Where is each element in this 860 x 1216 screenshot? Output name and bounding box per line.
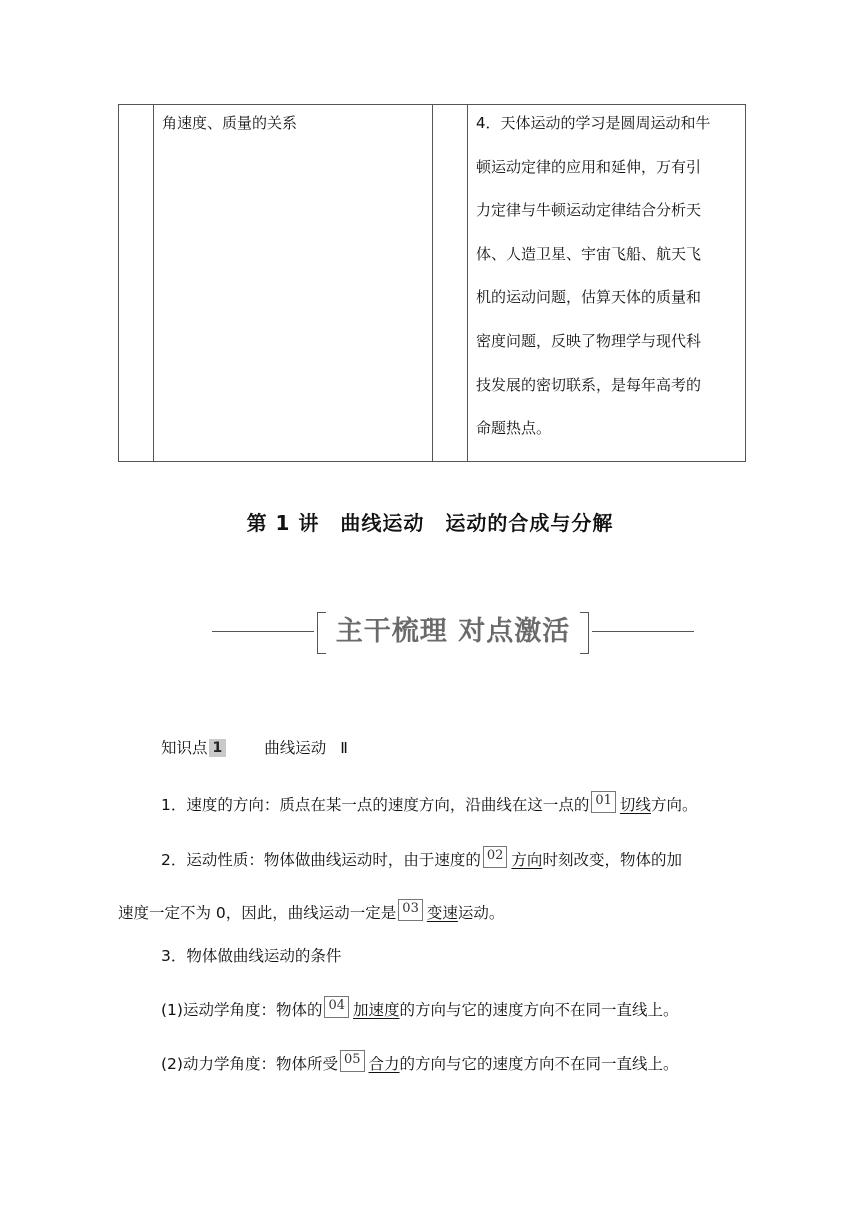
description-line: 技发展的密切联系，是每年高考的: [476, 375, 702, 394]
table-cell-empty: [119, 105, 154, 462]
item-text: 速度一定不为 0，因此，曲线运动一定是: [118, 904, 397, 922]
banner-rule-left: [212, 631, 314, 632]
blank-answer: 切线: [619, 796, 651, 814]
table-cell-empty: [433, 105, 468, 462]
blank-number-box: 04: [324, 996, 349, 1018]
item-dynamics-condition: [161, 1050, 679, 1076]
knowledge-point-prefix: 知识点: [161, 739, 208, 757]
description-line: 顿运动定律的应用和延伸，万有引: [476, 157, 702, 176]
table-cell-content: [154, 105, 433, 462]
description-line: 命题热点。: [476, 419, 552, 438]
knowledge-point-number: 1: [209, 739, 227, 757]
knowledge-point-level: Ⅱ: [340, 739, 348, 757]
blank-number-box: 02: [483, 846, 508, 868]
banner-title: 主干梳理 对点激活: [335, 616, 571, 647]
table-cell-description: [468, 105, 746, 462]
item-text: (2)动力学角度：物体所受: [161, 1055, 338, 1073]
item-motion-nature: [161, 846, 682, 872]
item-text: 运动。: [457, 904, 505, 922]
blank-number-box: 01: [591, 791, 616, 813]
blank-answer: 合力: [368, 1055, 400, 1073]
blank-number-box: 05: [340, 1050, 365, 1072]
lecture-title: 第 1 讲 曲线运动 运动的合成与分解: [246, 511, 614, 535]
blank-answer: 方向: [511, 851, 543, 869]
item-text: 的方向与它的速度方向不在同一直线上。: [399, 1001, 679, 1019]
description-line: 机的运动问题，估算天体的质量和: [476, 288, 702, 307]
item-kinematics-condition: [161, 996, 679, 1022]
banner-bracket-right: [580, 612, 589, 654]
item-text: 3．物体做曲线运动的条件: [161, 947, 342, 965]
blank-answer: 变速: [426, 904, 458, 922]
knowledge-point-title: 曲线运动: [264, 739, 327, 757]
table-row: [119, 105, 746, 462]
item-motion-nature-continued: [118, 899, 504, 925]
description-line: 力定律与牛顿运动定律结合分析天: [476, 201, 702, 220]
section-banner: [212, 606, 694, 658]
item-text: 2．运动性质：物体做曲线运动时，由于速度的: [161, 851, 481, 869]
blank-answer: 加速度: [353, 1001, 400, 1019]
item-text: 方向。: [650, 796, 698, 814]
item-conditions-heading: [161, 944, 341, 968]
table-cell-text: 角速度、质量的关系: [162, 114, 298, 132]
description-line: 体、人造卫星、宇宙飞船、航天飞: [476, 244, 702, 263]
banner-rule-right: [592, 631, 694, 632]
blank-number-box: 03: [398, 899, 423, 921]
item-velocity-direction: [161, 791, 697, 817]
item-text: 时刻改变，物体的加: [542, 851, 682, 869]
item-text: 的方向与它的速度方向不在同一直线上。: [399, 1055, 679, 1073]
item-text: 1．速度的方向：质点在某一点的速度方向，沿曲线在这一点的: [161, 796, 590, 814]
description-line: 密度问题，反映了物理学与现代科: [476, 331, 702, 350]
objectives-table: [118, 104, 746, 462]
knowledge-point-heading: [161, 736, 348, 760]
description-line: 4．天体运动的学习是圆周运动和牛: [476, 114, 711, 132]
item-text: (1)运动学角度：物体的: [161, 1001, 323, 1019]
